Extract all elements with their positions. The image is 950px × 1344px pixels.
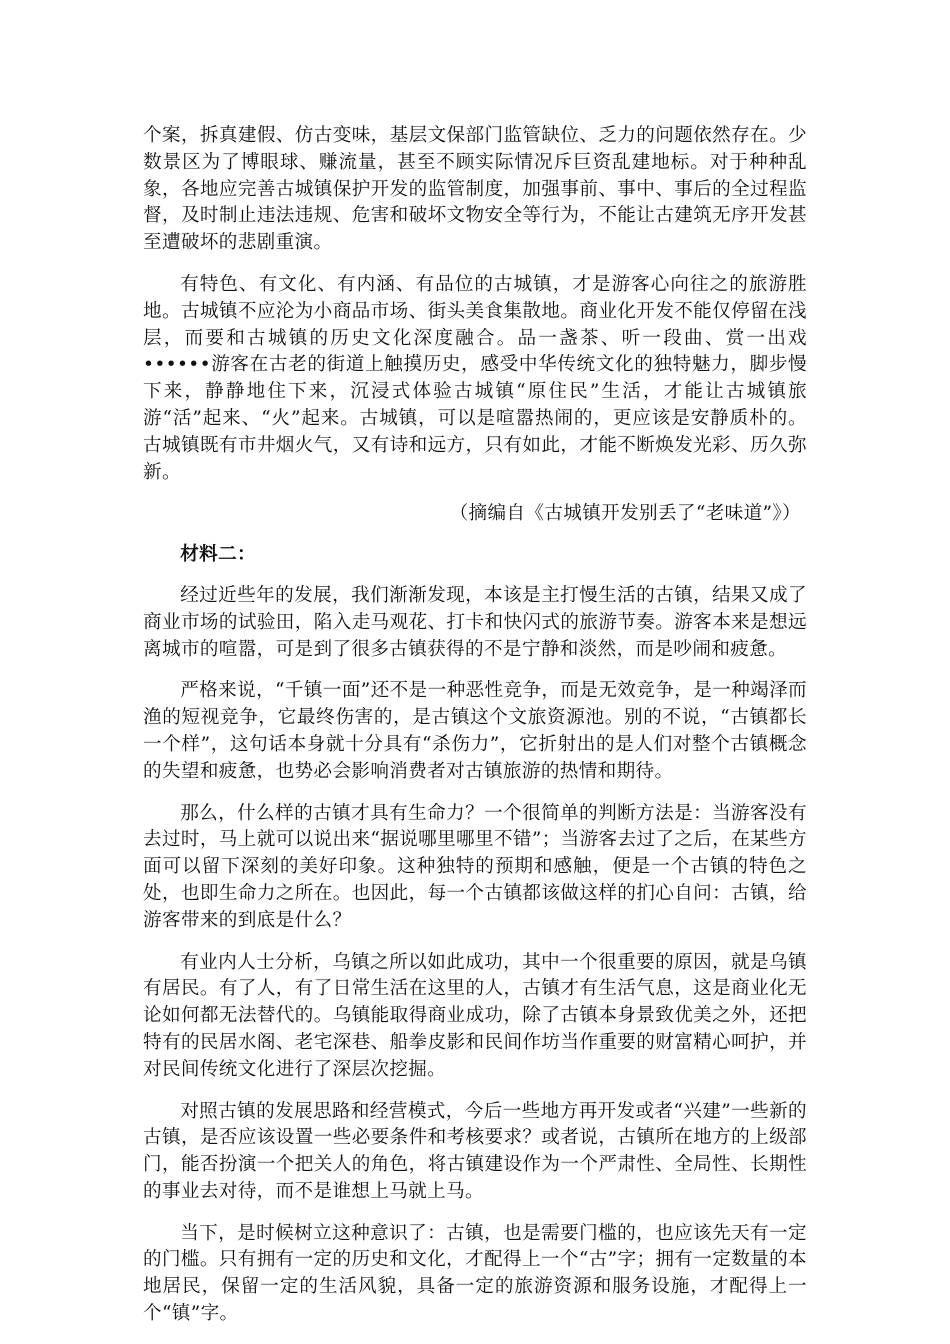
paragraph-requirements: 对照古镇的发展思路和经营模式，今后一些地方再开发或者“兴建”一些新的古镇，是否应该设置一些必要条件和考核要求？或者说，古镇所在地方的上级部门，能否扮演一个把关人的角色，将古镇建设作为一个严肃性、全局性、长期性的事业去对待，而不是谁想上马就上马。	[143, 1100, 807, 1202]
paragraph-continuation: 个案，拆真建假、仿古变味，基层文保部门监管缺位、乏力的问题依然存在。少数景区为了博眼球、赚流量，甚至不顾实际情况斥巨资乱建地标。对于种种乱象，各地应完善古城镇保护开发的监管制度，加强事前、事中、事后的全过程监督，及时制止违法违规、危害和破坏文物安全等行为，不能让古建筑无序开发甚至遭破坏的悲剧重演。	[143, 125, 807, 254]
document-page	[143, 123, 807, 1343]
paragraph-threshold: 当下，是时候树立这种意识了：古镇，也是需要门槛的，也应该先天有一定的门槛。只有拥有一定的历史和文化，才配得上一个“古”字；拥有一定数量的本地居民，保留一定的生活风貌，具备一定的旅游资源和服务设施，才配得上一个“镇”字。	[143, 1222, 807, 1325]
source-citation: （摘编自《古城镇开发别丢了“老味道”》）	[449, 503, 801, 525]
section-heading-material-two: 材料二：	[180, 544, 256, 566]
paragraph-uniformity: 严格来说，“千镇一面”还不是一种恶性竞争，而是无效竞争，是一种竭泽而渔的短视竞争，它最终伤害的，是古镇这个文旅资源池。别的不说，“古镇都长一个样”，这句话本身就十分具有“杀伤力”，它折射出的是人们对整个古镇概念的失望和疲惫，也势必会影响消费者对古镇旅游的热情和期待。	[143, 680, 807, 782]
paragraph-vitality: 那么，什么样的古镇才具有生命力？一个很简单的判断方法是：当游客没有去过时，马上就可以说出来“据说哪里哪里不错”；当游客去过了之后，在某些方面可以留下深刻的美好印象。这种独特的预期和感触，便是一个古镇的特色之处，也即生命力之所在。也因此，每一个古镇都该做这样的扪心自问：古镇，给游客带来的到底是什么？	[143, 802, 807, 931]
paragraph-development: 经过近些年的发展，我们渐渐发现，本该是主打慢生活的古镇，结果又成了商业市场的试验田，陷入走马观花、打卡和快闪式的旅游节奏。游客本来是想远离城市的喧嚣，可是到了很多古镇获得的不是宁静和淡然，而是吵闹和疲惫。	[143, 584, 807, 660]
paragraph-wuzhen: 有业内人士分析，乌镇之所以如此成功，其中一个很重要的原因，就是乌镇有居民。有了人，有了日常生活在这里的人，古镇才有生活气息，这是商业化无论如何都无法替代的。乌镇能取得商业成功，除了古镇本身景致优美之外，还把特有的民居水阁、老宅深巷、船拳皮影和民间作坊当作重要的财富精心呵护，并对民间传统文化进行了深层次挖掘。	[143, 951, 807, 1080]
paragraph-characteristics: 有特色、有文化、有内涵、有品位的古城镇，才是游客心向往之的旅游胜地。古城镇不应沦为小商品市场、街头美食集散地。商业化开发不能仅停留在浅层，而要和古城镇的历史文化深度融合。品一盏茶、听一段曲、赏一出戏••••••游客在古老的街道上触摸历史，感受中华传统文化的独特魅力，脚步慢下来，静静地住下来，沉浸式体验古城镇“原住民”生活，才能让古城镇旅游“活”起来、“火”起来。古城镇，可以是喧嚣热闹的，更应该是安静质朴的。古城镇既有市井烟火气，又有诗和远方，只有如此，才能不断焕发光彩、历久弥新。	[143, 273, 807, 483]
